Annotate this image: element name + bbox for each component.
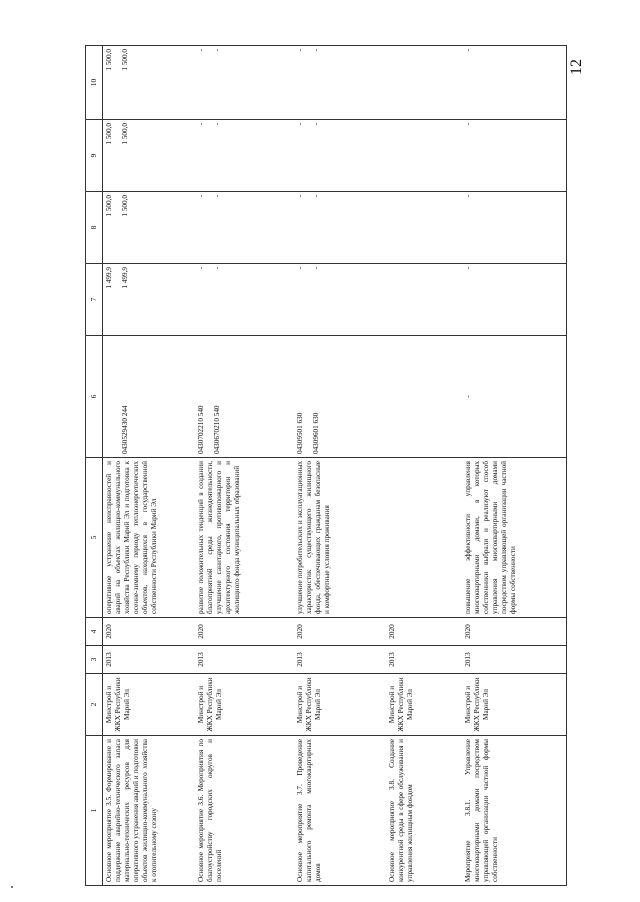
- amount-value: -: [464, 123, 472, 126]
- amount-value: -: [213, 267, 221, 270]
- budget-code-line: 04309601 630: [312, 412, 320, 454]
- end-year: 2020: [103, 618, 196, 646]
- end-year: 2020: [462, 618, 567, 646]
- responsible-executor: Минстрой и ЖКХ Республики Марий Эл: [462, 674, 567, 736]
- amount-value: [404, 267, 420, 332]
- measure-name: Основное мероприятие 3.5. Формирование и поддержание аварийно-технического запаса материально-технических ресурсов для оперативного устранения аварий и подготовки объектов жилищно-коммунального хозяйства к отопительному сезону: [103, 736, 196, 886]
- expected-result: улучшение потребительских и эксплуатационных характеристик существующего жилищного фонда, обеспечивающих гражданам безопасные и комфортные условия проживания: [294, 458, 386, 618]
- budget-code: [103, 336, 196, 458]
- amount-value: 1 499,9: [105, 267, 113, 289]
- budget-code-line: [105, 339, 121, 454]
- expected-result: [386, 458, 462, 618]
- amount-col7: [386, 264, 462, 336]
- amount-value: 1 499,9: [121, 267, 129, 289]
- amount-value: [404, 123, 420, 188]
- header-cell-5: 5: [86, 458, 103, 618]
- amount-value: 1 500,0: [121, 195, 129, 217]
- header-cell-1: 1: [86, 736, 103, 886]
- amount-value: -: [213, 195, 221, 198]
- amount-value: -: [296, 267, 304, 270]
- amount-value: -: [464, 49, 472, 52]
- amount-col9: [386, 120, 462, 192]
- amount-value: -: [296, 123, 304, 126]
- header-cell-8: 8: [86, 192, 103, 264]
- amount-col7: [103, 264, 196, 336]
- amount-col8: [462, 192, 567, 264]
- amount-value: -: [464, 267, 472, 270]
- amount-value: 1 500,0: [121, 123, 129, 145]
- amount-col8: [195, 192, 294, 264]
- header-cell-9: 9: [86, 120, 103, 192]
- amount-col7: [294, 264, 386, 336]
- amount-value: 1 500,0: [105, 49, 113, 71]
- start-year: 2013: [103, 646, 196, 674]
- expected-result: повышение эффективности управления многоквартирными домами, в которых собственники выбрали и реализуют способ управления многоквартирными домами посредством управляющей организации частной формы собственности: [462, 458, 567, 618]
- end-year: 2020: [386, 618, 462, 646]
- start-year: 2013: [462, 646, 567, 674]
- amount-value: 1 500,0: [121, 49, 129, 71]
- budget-code-line: [404, 339, 420, 454]
- budget-code-line: -: [464, 395, 472, 398]
- page-number: 12: [568, 59, 585, 75]
- amount-value: -: [464, 195, 472, 198]
- amount-value: [480, 49, 496, 116]
- amount-value: -: [197, 49, 205, 52]
- header-cell-3: 3: [86, 646, 103, 674]
- amount-value: -: [213, 49, 221, 52]
- amount-value: 1 500,0: [105, 123, 113, 145]
- budget-code-line: 0430702210 540: [197, 405, 205, 454]
- budget-code-line: [480, 339, 496, 454]
- end-year: 2020: [294, 618, 386, 646]
- amount-value: -: [312, 123, 320, 126]
- amount-value: -: [197, 123, 205, 126]
- amount-col7: [462, 264, 567, 336]
- amount-col7: [195, 264, 294, 336]
- responsible-executor: Минстрой и ЖКХ Республики Марий Эл: [386, 674, 462, 736]
- amount-value: -: [312, 267, 320, 270]
- amount-value: [480, 195, 496, 260]
- amount-value: -: [197, 267, 205, 270]
- amount-value: 1 500,0: [105, 195, 113, 217]
- amount-col10: [294, 46, 386, 120]
- amount-value: -: [312, 49, 320, 52]
- amount-value: [480, 123, 496, 188]
- budget-code-line: 04309501 630: [296, 412, 304, 454]
- amount-value: [404, 195, 420, 260]
- start-year: 2013: [294, 646, 386, 674]
- start-year: 2013: [386, 646, 462, 674]
- amount-value: [480, 267, 496, 332]
- expected-result: развитие положительных тенденций в создании благоприятной среды жизнедеятельности, улучшение санитарного, противопожарного и архитектурного состояния территории и жилищного фонда муниципальных образований: [195, 458, 294, 618]
- responsible-executor: Минстрой и ЖКХ Республики Марий Эл: [294, 674, 386, 736]
- amount-col9: [294, 120, 386, 192]
- amount-value: -: [197, 195, 205, 198]
- responsible-executor: Минстрой и ЖКХ Республики Марий Эл: [195, 674, 294, 736]
- amount-value: [388, 195, 404, 260]
- budget-code: [462, 336, 567, 458]
- budget-code-line: [388, 339, 404, 454]
- table-row: [195, 46, 294, 886]
- amount-col8: [294, 192, 386, 264]
- amount-value: [388, 123, 404, 188]
- header-cell-10: 10: [86, 46, 103, 120]
- table-row: [462, 46, 567, 886]
- scan-speck: [11, 886, 13, 888]
- header-cell-6: 6: [86, 336, 103, 458]
- end-year: 2020: [195, 618, 294, 646]
- header-cell-2: 2: [86, 674, 103, 736]
- budget-code-line: 0430670210 540: [213, 405, 221, 454]
- amount-col8: [386, 192, 462, 264]
- budget-code: [294, 336, 386, 458]
- amount-value: -: [296, 49, 304, 52]
- amount-col10: [195, 46, 294, 120]
- header-row: [86, 46, 103, 886]
- table-row: [103, 46, 196, 886]
- amount-col10: [103, 46, 196, 120]
- amount-col10: [462, 46, 567, 120]
- measure-name: Основное мероприятие 3.7. Проведение капитального ремонта многоквартирных домов: [294, 736, 386, 886]
- measure-name: Основное мероприятие 3.6. Мероприятия по благоустройству городских округов и поселений: [195, 736, 294, 886]
- amount-col10: [386, 46, 462, 120]
- program-table: [85, 45, 567, 886]
- header-cell-7: 7: [86, 264, 103, 336]
- rotated-table-container: [85, 46, 615, 886]
- budget-code-line: 0430529430 244: [121, 405, 129, 454]
- amount-value: -: [213, 123, 221, 126]
- responsible-executor: Минстрой и ЖКХ Республики Марий Эл: [103, 674, 196, 736]
- amount-col9: [462, 120, 567, 192]
- budget-code: [386, 336, 462, 458]
- budget-code: [195, 336, 294, 458]
- measure-name: Основное мероприятие 3.8. Создание конкурентной среды в сфере обслуживания и управления жилищным фондом: [386, 736, 462, 886]
- measure-name: Мероприятие 3.8.1. Управление многоквартирными домами посредством управляющей организации частной формы собственности: [462, 736, 567, 886]
- amount-col9: [195, 120, 294, 192]
- amount-value: -: [312, 195, 320, 198]
- table-row: [294, 46, 386, 886]
- start-year: 2013: [195, 646, 294, 674]
- header-cell-4: 4: [86, 618, 103, 646]
- expected-result: оперативное устранение неисправностей и аварий на объектах жилищно-коммунального хозяйства Республики Марий Эл и подготовка к осенне-зимнему периоду теплоэнергетических объектов, находящихся в государственной собственности Республики Марий Эл: [103, 458, 196, 618]
- table-row: [386, 46, 462, 886]
- amount-col8: [103, 192, 196, 264]
- amount-value: [404, 49, 420, 116]
- amount-value: -: [296, 195, 304, 198]
- amount-col9: [103, 120, 196, 192]
- amount-value: [388, 267, 404, 332]
- amount-value: [388, 49, 404, 116]
